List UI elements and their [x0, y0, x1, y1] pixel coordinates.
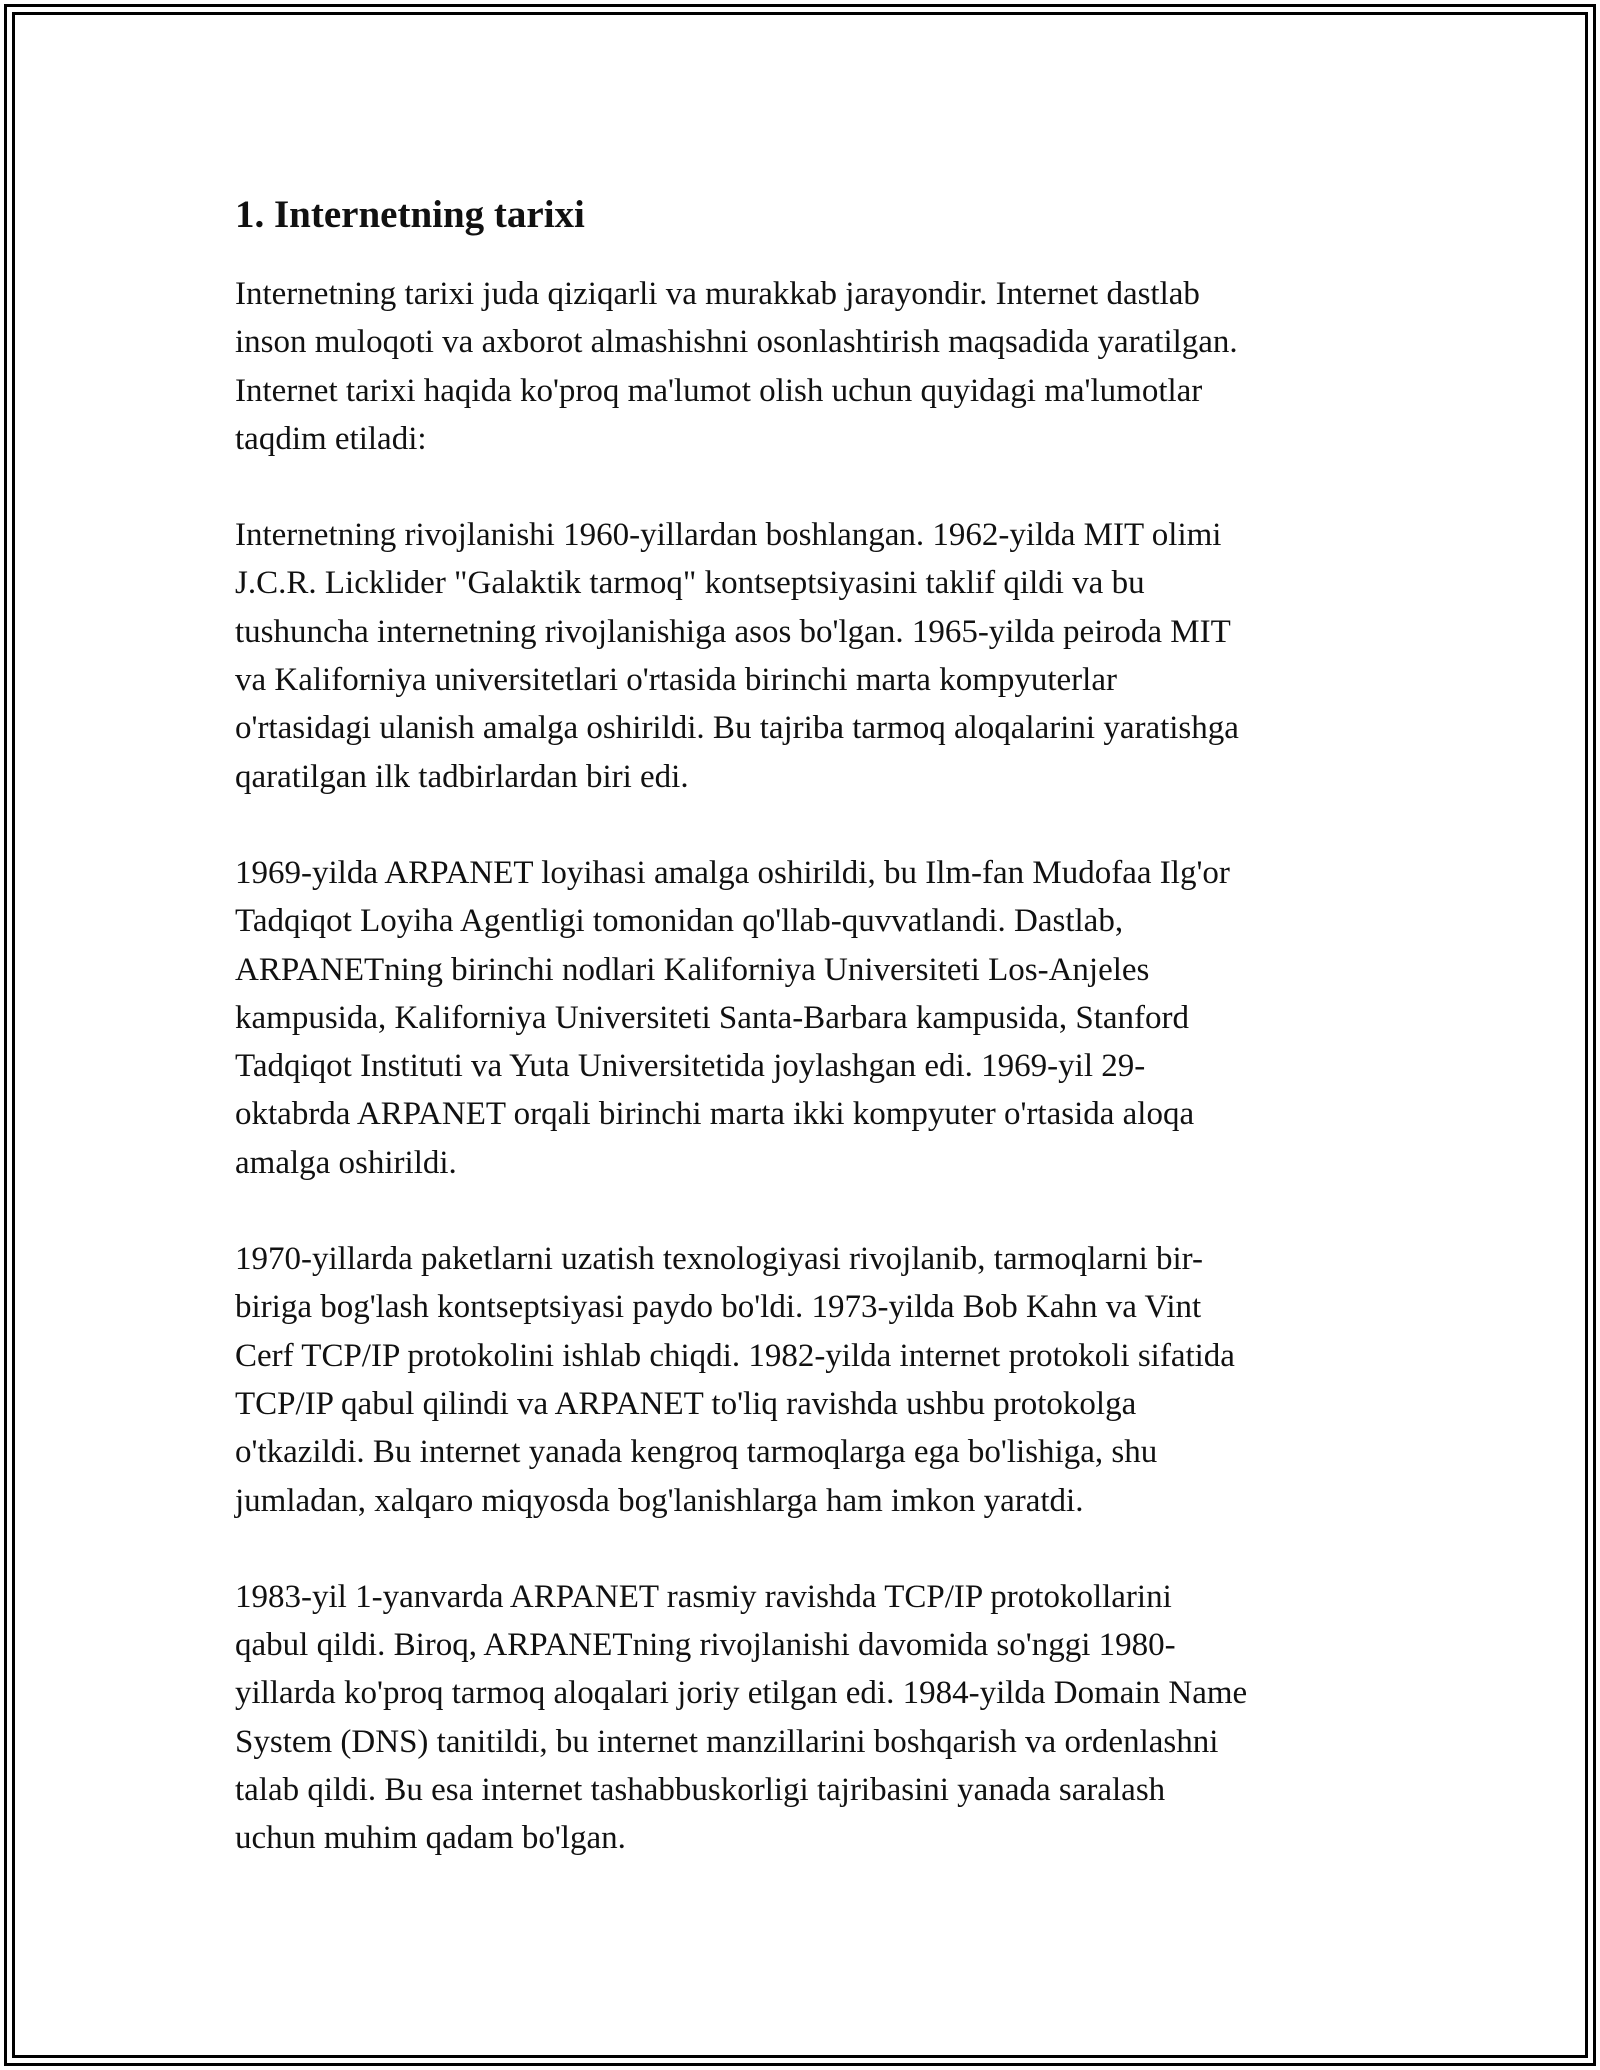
document-body [235, 182, 1385, 1911]
section-heading: 1. Internetning tarixi [235, 193, 585, 236]
paragraph-dns: 1983-yil 1-yanvarda ARPANET rasmiy ravishda TCP/IP protokollarini qabul qildi. Biroq, ARPANETning rivojlanishi davomida so'nggi 1980- yillarda ko'proq tarmoq aloqalari joriy etilgan edi. 1984-yilda Domain Name System (DNS) tanitildi, bu internet manzillarini boshqarish va ordenlashni talab qildi. Bu esa internet tashabbuskorligi tajribasini yanada saralash uchun muhim qadam bo'lgan. [235, 1578, 1248, 1857]
paragraph-arpanet: 1969-yilda ARPANET loyihasi amalga oshirildi, bu Ilm-fan Mudofaa Ilg'or Tadqiqot Loyiha Agentligi tomonidan qo'llab-quvvatlandi. Dastlab, ARPANETning birinchi nodlari Kaliforniya Universiteti Los-Anjeles kampusida, Kaliforniya Universiteti Santa-Barbara kampusida, Stanford Tadqiqot Instituti va Yuta Universitetida joylashgan edi. 1969-yil 29- oktabrda ARPANET orqali birinchi marta ikki kompyuter o'rtasida aloqa amalga oshirildi. [235, 854, 1230, 1181]
paragraph-intro: Internetning tarixi juda qiziqarli va murakkab jarayondir. Internet dastlab inson muloqoti va axborot almashishni osonlashtirish maqsadida yaratilgan. Internet tarixi haqida ko'proq ma'lumot olish uchun quyidagi ma'lumotlar taqdim etiladi: [235, 276, 1238, 457]
paragraph-tcp-ip: 1970-yillarda paketlarni uzatish texnologiyasi rivojlanib, tarmoqlarni bir- biriga bog'lash kontseptsiyasi paydo bo'ldi. 1973-yilda Bob Kahn va Vint Cerf TCP/IP protokolini ishlab chiqdi. 1982-yilda internet protokoli sifatida TCP/IP qabul qilindi va ARPANET to'liq ravishda ushbu protokolga o'tkazildi. Bu internet yanada kengroq tarmoqlarga ega bo'lishiga, shu jumladan, xalqaro miqyosda bog'lanishlarga ham imkon yaratdi. [235, 1241, 1235, 1519]
paragraph-1960s: Internetning rivojlanishi 1960-yillardan boshlangan. 1962-yilda MIT olimi J.C.R. Licklider "Galaktik tarmoq" kontseptsiyasini taklif qildi va bu tushuncha internetning rivojlanishiga asos bo'lgan. 1965-yilda peiroda MIT va Kaliforniya universitetlari o'rtasida birinchi marta kompyuterlar o'rtasidagi ulanish amalga oshirildi. Bu tajriba tarmoq aloqalarini yaratishga qaratilgan ilk tadbirlardan biri edi. [235, 517, 1239, 795]
